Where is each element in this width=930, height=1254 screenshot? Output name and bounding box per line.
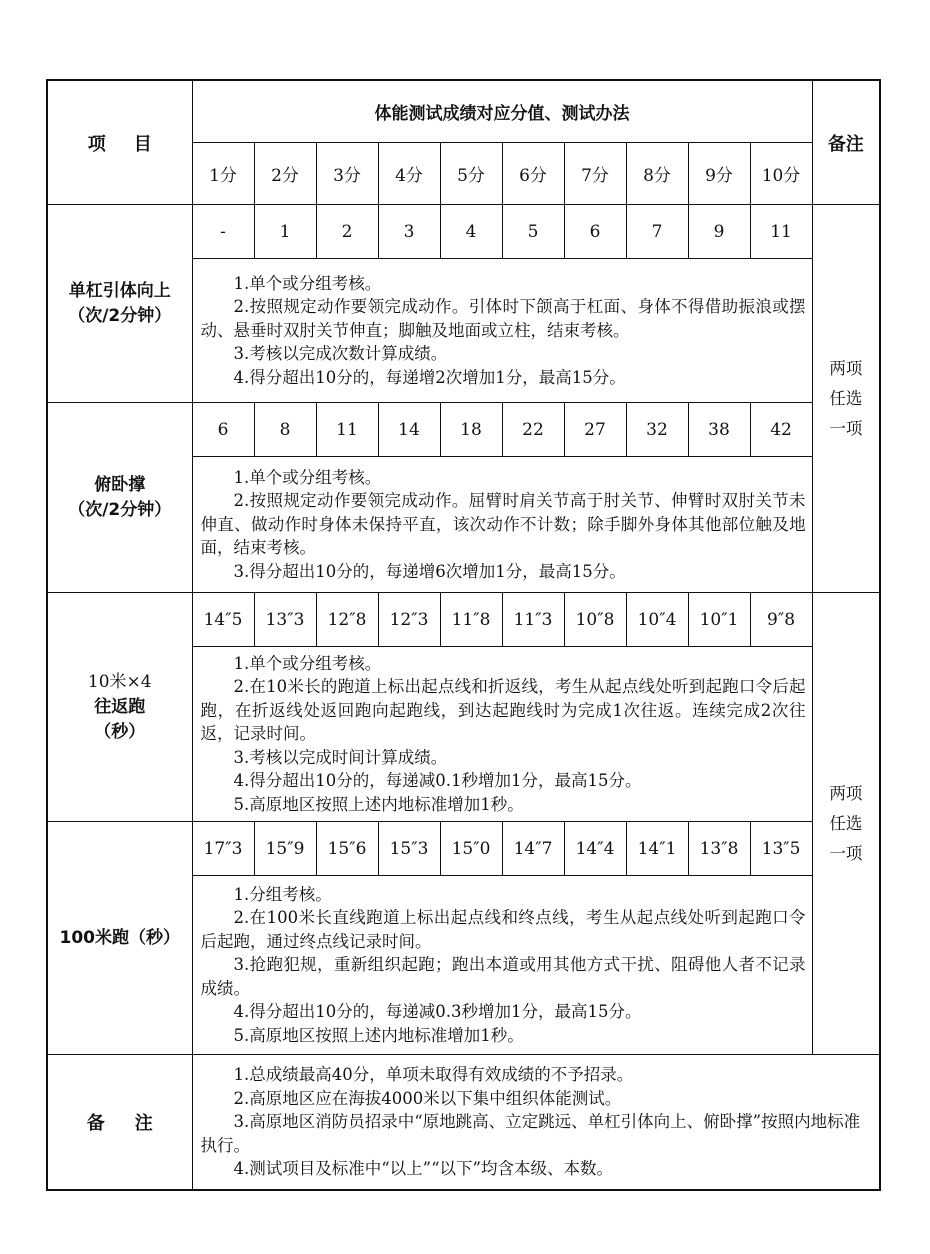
method-line: 2.按照规定动作要领完成动作。屈臂时肩关节高于肘关节、伸臂时双肘关节未伸直、做动作时身体未保持平直，该次动作不计数；除手脚外身体其他部位触及地面，结束考核。 — [200, 491, 806, 558]
score-value: 14 — [378, 403, 440, 457]
footer-row — [47, 1055, 880, 1190]
header-row-title — [47, 80, 880, 143]
method-line: 4.得分超出10分的，每递减0.1秒增加1分，最高15分。 — [233, 771, 642, 791]
score-value: 1 — [254, 205, 316, 259]
method-line: 2.在10米长的跑道上标出起点线和折返线，考生从起点线处听到起跑口令后起跑，在折返线处返回跑向起跑线，到达起跑线时为完成1次往返。连续完成2次往返，记录时间。 — [200, 677, 806, 744]
method-line: 1.分组考核。 — [233, 884, 332, 904]
test-method-pushup — [192, 457, 812, 593]
test-method-shuttle-run — [192, 647, 812, 822]
item-name-unit: （次/2分钟） — [68, 499, 172, 520]
method-line: 4.得分超出10分的，每递减0.3秒增加1分，最高15分。 — [233, 1002, 642, 1022]
score-value: 18 — [440, 403, 502, 457]
score-value: - — [192, 205, 254, 259]
score-value: 14″1 — [626, 822, 688, 876]
score-value: 5 — [502, 205, 564, 259]
point-header: 1分 — [192, 143, 254, 205]
score-value: 38 — [688, 403, 750, 457]
method-line: 4.得分超出10分的，每递增2次增加1分，最高15分。 — [233, 367, 626, 387]
score-value: 14″7 — [502, 822, 564, 876]
method-line: 5.高原地区按照上述内地标准增加1秒。 — [233, 1025, 524, 1045]
score-value: 9 — [688, 205, 750, 259]
score-value: 11″8 — [440, 593, 502, 647]
score-value: 22 — [502, 403, 564, 457]
score-value: 13″3 — [254, 593, 316, 647]
note-choose-one-a — [812, 205, 880, 593]
score-value: 12″8 — [316, 593, 378, 647]
item-name-unit: （次/2分钟） — [68, 305, 172, 326]
note-line: 两项 — [829, 358, 863, 378]
note-line: 一项 — [829, 843, 863, 863]
method-line: 1.单个或分组考核。 — [233, 467, 382, 487]
score-value: 17″3 — [192, 822, 254, 876]
point-header: 5分 — [440, 143, 502, 205]
method-line: 1.单个或分组考核。 — [233, 653, 382, 673]
remark-header: 备注 — [812, 80, 880, 205]
point-header: 9分 — [688, 143, 750, 205]
footer-line: 1.总成绩最高40分，单项未取得有效成绩的不予招录。 — [233, 1065, 634, 1084]
score-value: 10″1 — [688, 593, 750, 647]
test-method-pullup — [192, 259, 812, 403]
score-value: 14″4 — [564, 822, 626, 876]
note-line: 两项 — [829, 783, 863, 803]
score-value: 15″9 — [254, 822, 316, 876]
point-header: 4分 — [378, 143, 440, 205]
table-title: 体能测试成绩对应分值、测试办法 — [192, 80, 812, 143]
point-header: 10分 — [750, 143, 812, 205]
score-value: 9″8 — [750, 593, 812, 647]
score-value: 2 — [316, 205, 378, 259]
method-line: 2.按照规定动作要领完成动作。引体时下颌高于杠面、身体不得借助振浪或摆动、悬垂时双肘关节伸直；脚触及地面或立柱，结束考核。 — [200, 297, 806, 340]
method-line: 1.单个或分组考核。 — [233, 273, 382, 293]
item-name-pushup — [47, 403, 192, 593]
point-header: 2分 — [254, 143, 316, 205]
score-value: 11 — [316, 403, 378, 457]
table-row — [47, 593, 880, 647]
score-value: 6 — [564, 205, 626, 259]
method-line: 3.考核以完成次数计算成绩。 — [233, 344, 448, 364]
point-header: 3分 — [316, 143, 378, 205]
footer-line: 2.高原地区应在海拔4000米以下集中组织体能测试。 — [233, 1088, 622, 1108]
table-row — [47, 403, 880, 457]
item-name-line: 10米×4 — [87, 671, 152, 692]
note-line: 任选 — [829, 388, 863, 408]
item-name-pullup — [47, 205, 192, 403]
point-header: 8分 — [626, 143, 688, 205]
item-name-unit: （秒） — [94, 721, 146, 742]
score-value: 3 — [378, 205, 440, 259]
fitness-test-table — [46, 79, 881, 1191]
item-name-100m-run — [47, 822, 192, 1055]
method-line: 3.考核以完成时间计算成绩。 — [233, 747, 448, 767]
item-name-shuttle-run — [47, 593, 192, 822]
score-value: 32 — [626, 403, 688, 457]
score-value: 14″5 — [192, 593, 254, 647]
note-choose-one-b — [812, 593, 880, 1055]
score-value: 13″8 — [688, 822, 750, 876]
score-value: 15″3 — [378, 822, 440, 876]
score-value: 7 — [626, 205, 688, 259]
score-value: 11″3 — [502, 593, 564, 647]
score-value: 4 — [440, 205, 502, 259]
method-line: 5.高原地区按照上述内地标准增加1秒。 — [233, 794, 524, 814]
item-name-line: 往返跑 — [94, 696, 146, 717]
table-row — [47, 822, 880, 876]
item-name-line: 俯卧撑 — [94, 474, 146, 495]
score-value: 42 — [750, 403, 812, 457]
score-value: 15″0 — [440, 822, 502, 876]
footer-label: 备注 — [47, 1055, 192, 1190]
point-header: 7分 — [564, 143, 626, 205]
item-header: 项目 — [47, 80, 192, 205]
item-name-line: 100米跑（秒） — [59, 927, 180, 948]
score-value: 11 — [750, 205, 812, 259]
note-line: 一项 — [829, 418, 863, 438]
method-line: 3.抢跑犯规，重新组织起跑；跑出本道或用其他方式干扰、阻碍他人者不记录成绩。 — [200, 955, 806, 998]
score-value: 13″5 — [750, 822, 812, 876]
note-line: 任选 — [829, 813, 863, 833]
score-value: 10″8 — [564, 593, 626, 647]
score-value: 12″3 — [378, 593, 440, 647]
footer-line: 4.测试项目及标准中“以上”“以下”均含本级、本数。 — [233, 1159, 613, 1178]
score-value: 6 — [192, 403, 254, 457]
method-line: 2.在100米长直线跑道上标出起点线和终点线，考生从起点线处听到起跑口令后起跑，通过终点线记录时间。 — [200, 908, 806, 951]
point-header: 6分 — [502, 143, 564, 205]
score-value: 27 — [564, 403, 626, 457]
method-line: 3.得分超出10分的，每递增6次增加1分，最高15分。 — [233, 561, 626, 581]
score-value: 15″6 — [316, 822, 378, 876]
item-name-line: 单杠引体向上 — [68, 280, 171, 301]
test-method-100m-run — [192, 876, 812, 1055]
table-row — [47, 205, 880, 259]
score-value: 10″4 — [626, 593, 688, 647]
footer-line: 3.高原地区消防员招录中“原地跳高、立定跳远、单杠引体向上、俯卧撑”按照内地标准执行。 — [200, 1112, 861, 1155]
score-value: 8 — [254, 403, 316, 457]
footer-notes — [192, 1055, 880, 1190]
